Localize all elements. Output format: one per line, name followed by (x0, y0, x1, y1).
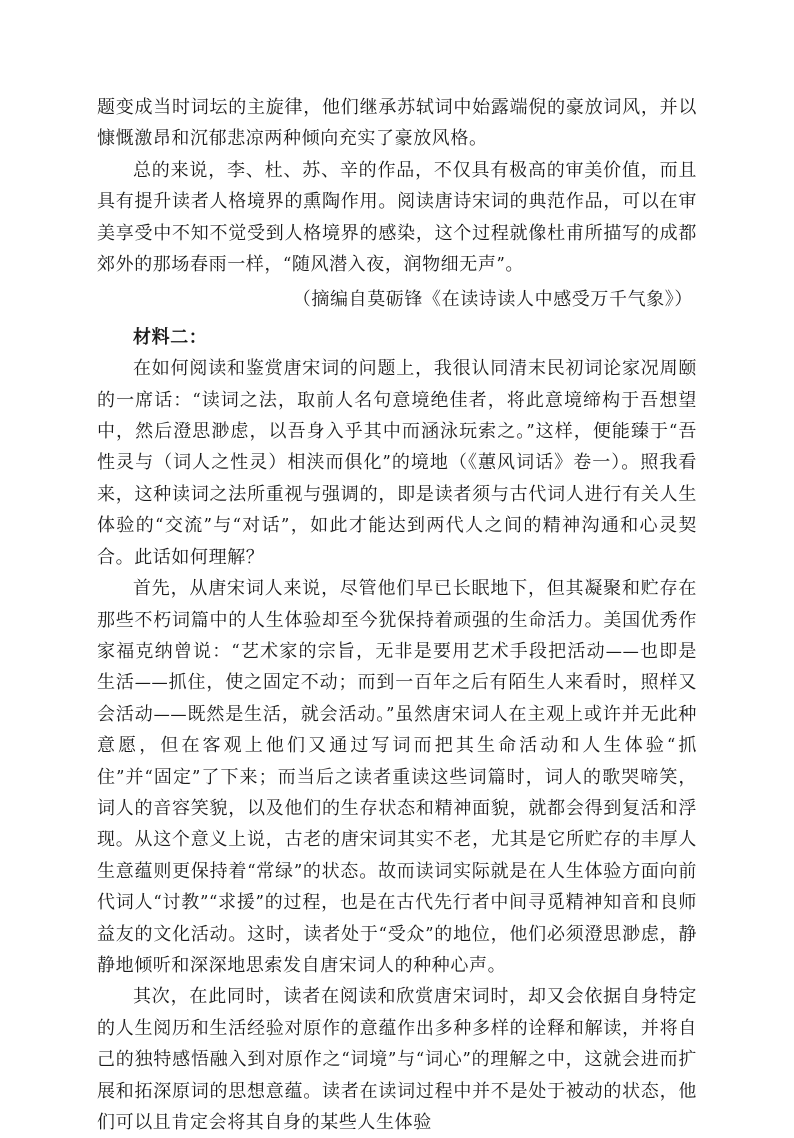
document-page (97, 92, 697, 1138)
paragraph-summary: 总的来说，李、杜、苏、辛的作品，不仅具有极高的审美价值，而且具有提升读者人格境界的熏陶作用。阅读唐诗宋词的典范作品，可以在审美享受中不知不觉受到人格境界的感染，这个过程就像杜甫所描写的成都郊外的那场春雨一样，“随风潜入夜，润物细无声”。 (97, 159, 697, 276)
paragraph-continued: 题变成当时词坛的主旋律，他们继承苏轼词中始露端倪的豪放词风，并以慷慨激昂和沉郁悲凉两种倾向充实了豪放风格。 (97, 97, 697, 150)
paragraph-first-point: 首先，从唐宋词人来说，尽管他们早已长眠地下，但其凝聚和贮存在那些不朽词篇中的人生体验却至今犹保持着顽强的生命活力。美国优秀作家福克纳曾说：“艺术家的宗旨，无非是要用艺术手段把活动——也即是生活——抓住，使之固定不动；而到一百年之后有陌生人来看时，照样又会活动——既然是生活，就会活动。”虽然唐宋词人在主观上或许并无此种意愿，但在客观上他们又通过写词而把其生命活动和人生体验“抓住”并“固定”了下来；而当后之读者重读这些词篇时，词人的歌哭啼笑，词人的音容笑貌，以及他们的生存状态和精神面貌，就都会得到复活和浮现。从这个意义上说，古老的唐宋词其实不老，尤其是它所贮存的丰厚人生意蕴则更保持着“常绿”的状态。故而读词实际就是在人生体验方面向前代词人“讨教”“求援”的过程，也是在古代先行者中间寻觅精神知音和良师益友的文化活动。这时，读者处于“受众”的地位，他们必须澄思渺虑，静静地倾听和深深地思索发自唐宋词人的种种心声。 (97, 578, 697, 976)
section-heading: 材料二： (133, 326, 208, 348)
paragraph-second-point: 其次，在此同时，读者在阅读和欣赏唐宋词时，却又会依据自身特定的人生阅历和生活经验对原作的意蕴作出多种多样的诠释和解读，并将自己的独特感悟融入到对原作之“词境”与“词心”的理解之中，这就会进而扩展和拓深原词的思想意蕴。读者在读词过程中并不是处于被动的状态，他们可以且肯定会将其自身的某些人生体验 (97, 986, 697, 1133)
source-citation: （摘编自莫砺锋《在读诗读人中感受万千气象》） (292, 289, 693, 311)
paragraph-reading-method: 在如何阅读和鉴赏唐宋词的问题上，我很认同清末民初词论家况周颐的一席话：“读词之法，取前人名句意境绝佳者，将此意境缔构于吾想望中，然后澄思渺虑，以吾身入乎其中而涵泳玩索之。”这样，便能臻于“吾性灵与（词人之性灵）相浃而俱化”的境地（《蕙风词话》卷一）。照我看来，这种读词之法所重视与强调的，即是读者须与古代词人进行有关人生体验的“交流”与“对话”，如此才能达到两代人之间的精神沟通和心灵契合。此话如何理解？ (97, 358, 697, 568)
